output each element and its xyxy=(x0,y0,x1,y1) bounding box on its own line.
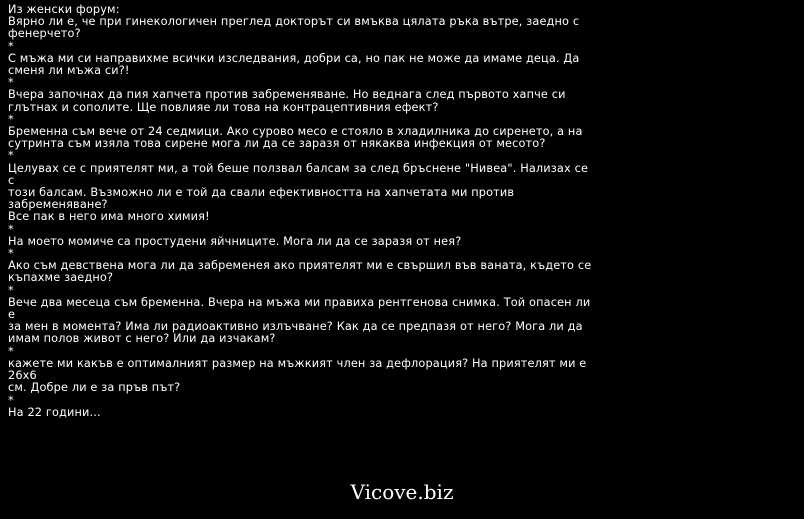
forum-line: Целувах се с приятелят ми, а той беше ползвал балсам за след бръснене "Нивеа". Нализах се с този балсам. Възможно ли е той да свали ефективността на хапчетата ми против забременяване? Все пак в него има много химия! xyxy=(8,161,589,224)
forum-line: На 22 години... xyxy=(8,405,101,419)
forum-line: кажете ми какъв е оптималният размер на мъжкият член за дефлорация? На приятелят ми е 26х6 см. Добре ли е за пръв път? xyxy=(8,356,587,395)
separator-star: * xyxy=(8,112,14,126)
site-watermark: Vicove.biz xyxy=(350,480,454,504)
forum-quotes xyxy=(8,4,593,419)
separator-star: * xyxy=(8,344,14,358)
separator-star: * xyxy=(8,39,14,53)
forum-line: Ако съм девствена мога ли да забременея ако приятелят ми е свършил във ваната, където се къпахме заедно? xyxy=(8,259,592,285)
separator-star: * xyxy=(8,283,14,297)
separator-star: * xyxy=(8,247,14,261)
separator-star: * xyxy=(8,149,14,163)
forum-line: Вече два месеца съм бременна. Вчера на мъжа ми правиха рентгенова снимка. Той опасен ли е за мен в момента? Има ли радиоактивно излъчване? Как да се предпазя от него? Мога ли да имам полов живот с него? Или да изчакам? xyxy=(8,295,591,346)
forum-line: Вчера започнах да пия хапчета против забременяване. Но веднага след първото хапче си глътнах и сополите. Ще повлияе ли това на контрацептивния ефект? xyxy=(8,88,566,114)
forum-line: Вярно ли е, че при гинекологичен преглед докторът си вмъква цялата ръка вътре, заедно с фенерчето? xyxy=(8,15,580,41)
header-text: Из женски форум: xyxy=(8,3,120,16)
separator-star: * xyxy=(8,76,14,90)
forum-line: Бременна съм вече от 24 седмици. Ако сурово месо е стояло в хладилника до сиренето, а на сутринта съм изяла това сирене мога ли да се заразя от някаква инфекция от месото? xyxy=(8,125,583,151)
separator-star: * xyxy=(8,393,14,407)
forum-line: На моето момиче са простудени яйчниците. Мога ли да се заразя от нея? xyxy=(8,234,462,248)
separator-star: * xyxy=(8,222,14,236)
forum-line: С мъжа ми си направихме всички изследвания, добри са, но пак не може да имаме деца. Да сменя ли мъжа си?! xyxy=(8,51,580,78)
